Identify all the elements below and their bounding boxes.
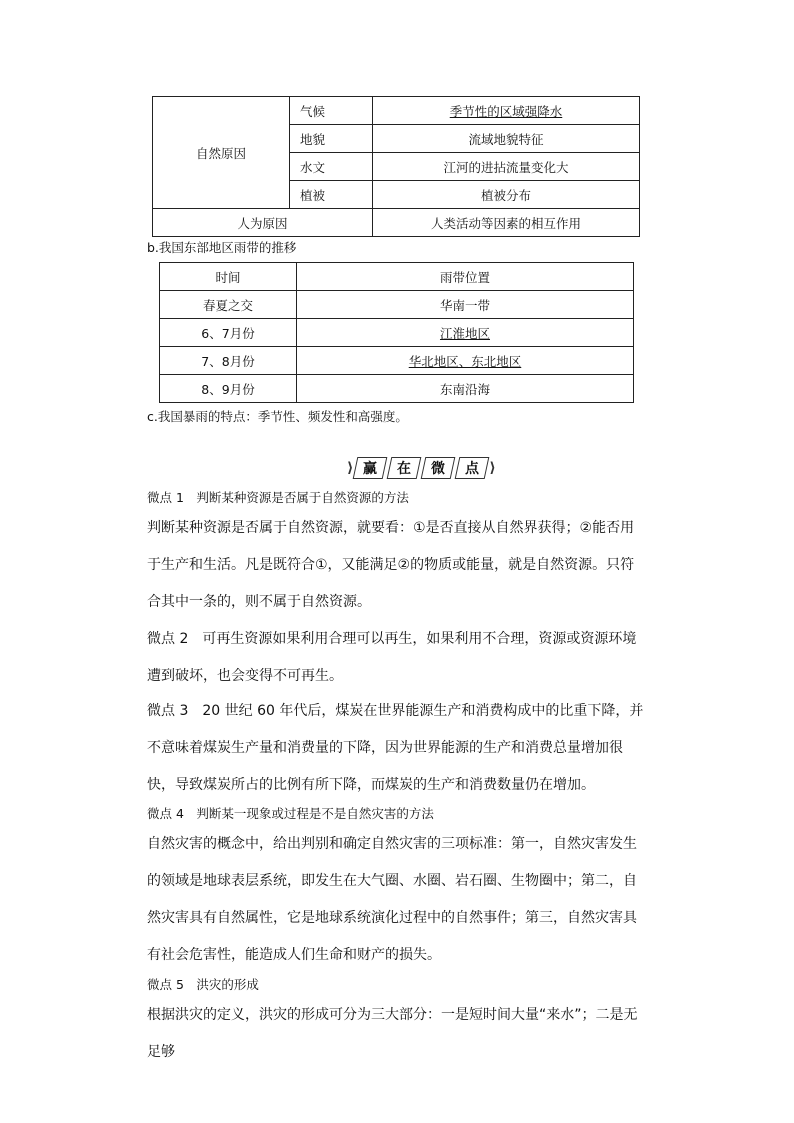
position-cell xyxy=(297,347,634,375)
table-row xyxy=(160,291,634,319)
factor-cell: 植被 xyxy=(290,181,373,209)
position-text: 华北地区、东北地区 xyxy=(408,353,522,369)
table-row xyxy=(160,375,634,403)
time-cell: 7、8月份 xyxy=(160,347,297,375)
point-4-heading: 微点 4 判断某一现象或过程是不是自然灾害的方法 xyxy=(147,806,434,821)
point-1-heading: 微点 1 判断某种资源是否属于自然资源的方法 xyxy=(147,490,409,505)
chevron-right-icon: ⟩ xyxy=(489,460,496,476)
section-banner xyxy=(347,456,496,480)
factor-desc-text: 季节性的区域强降水 xyxy=(449,103,563,119)
point-2-body: 微点 2 可再生资源如果利用合理可以再生，如果利用不合理，资源或资源环境遭到破坏，也会变得不可再生。 xyxy=(147,631,637,684)
position-cell: 华南一带 xyxy=(297,291,634,319)
point-4-body: 自然灾害的概念中，给出判别和确定自然灾害的三项标准：第一，自然灾害发生的领域是地球表层系统，即发生在大气圈、水圈、岩石圈、生物圈中；第二，自然灾害具有自然属性，它是地球系统演化过程中的自然事件；第三，自然灾害具有社会危害性，能造成人们生命和财产的损失。 xyxy=(147,836,637,963)
rainbelt-table xyxy=(159,262,634,403)
banner-char: 在 xyxy=(387,457,422,479)
factor-desc-cell: 江河的进拈流量变化大 xyxy=(373,153,640,181)
natural-causes-cell: 自然原因 xyxy=(153,97,290,209)
time-cell: 6、7月份 xyxy=(160,319,297,347)
factor-cell: 地貌 xyxy=(290,125,373,153)
table-header-row xyxy=(160,263,634,291)
position-text: 江淮地区 xyxy=(439,325,490,341)
time-cell: 8、9月份 xyxy=(160,375,297,403)
banner-char: 点 xyxy=(455,457,490,479)
table-row xyxy=(153,209,640,237)
time-cell: 春夏之交 xyxy=(160,291,297,319)
table-row xyxy=(160,347,634,375)
caption-b: b.我国东部地区雨带的推移 xyxy=(147,240,297,255)
position-cell xyxy=(297,319,634,347)
factor-desc-cell: 植被分布 xyxy=(373,181,640,209)
table-row xyxy=(153,97,640,125)
banner-char: 赢 xyxy=(353,457,388,479)
point-5-body: 根据洪灾的定义，洪灾的形成可分为三大部分：一是短时间大量“来水”；二是无足够 xyxy=(147,1007,638,1060)
table-row xyxy=(160,319,634,347)
header-time: 时间 xyxy=(160,263,297,291)
factor-cell: 气候 xyxy=(290,97,373,125)
factor-cell: 水文 xyxy=(290,153,373,181)
caption-c: c.我国暴雨的特点：季节性、频发性和高强度。 xyxy=(147,409,408,424)
point-3-body: 微点 3 20 世纪 60 年代后，煤炭在世界能源生产和消费构成中的比重下降，并不意味着煤炭生产量和消费量的下降，因为世界能源的生产和消费总量增加很快，导致煤炭所占的比例有所下降，而煤炭的生产和消费数量仍在增加。 xyxy=(147,703,644,793)
factor-desc-cell: 流域地貌特征 xyxy=(373,125,640,153)
point-5-heading: 微点 5 洪灾的形成 xyxy=(147,977,259,992)
human-desc-cell: 人类活动等因素的相互作用 xyxy=(373,209,640,237)
human-causes-cell: 人为原因 xyxy=(153,209,373,237)
header-position: 雨带位置 xyxy=(297,263,634,291)
chevron-left-icon: ⟩ xyxy=(347,460,354,476)
position-cell: 东南沿海 xyxy=(297,375,634,403)
point-1-body: 判断某种资源是否属于自然资源，就要看：①是否直接从自然界获得；②能否用于生产和生活。凡是既符合①，又能满足②的物质或能量，就是自然资源。只符合其中一条的，则不属于自然资源。 xyxy=(147,520,635,610)
factor-desc-cell xyxy=(373,97,640,125)
banner-char: 微 xyxy=(421,457,456,479)
flood-causes-table xyxy=(152,96,640,237)
